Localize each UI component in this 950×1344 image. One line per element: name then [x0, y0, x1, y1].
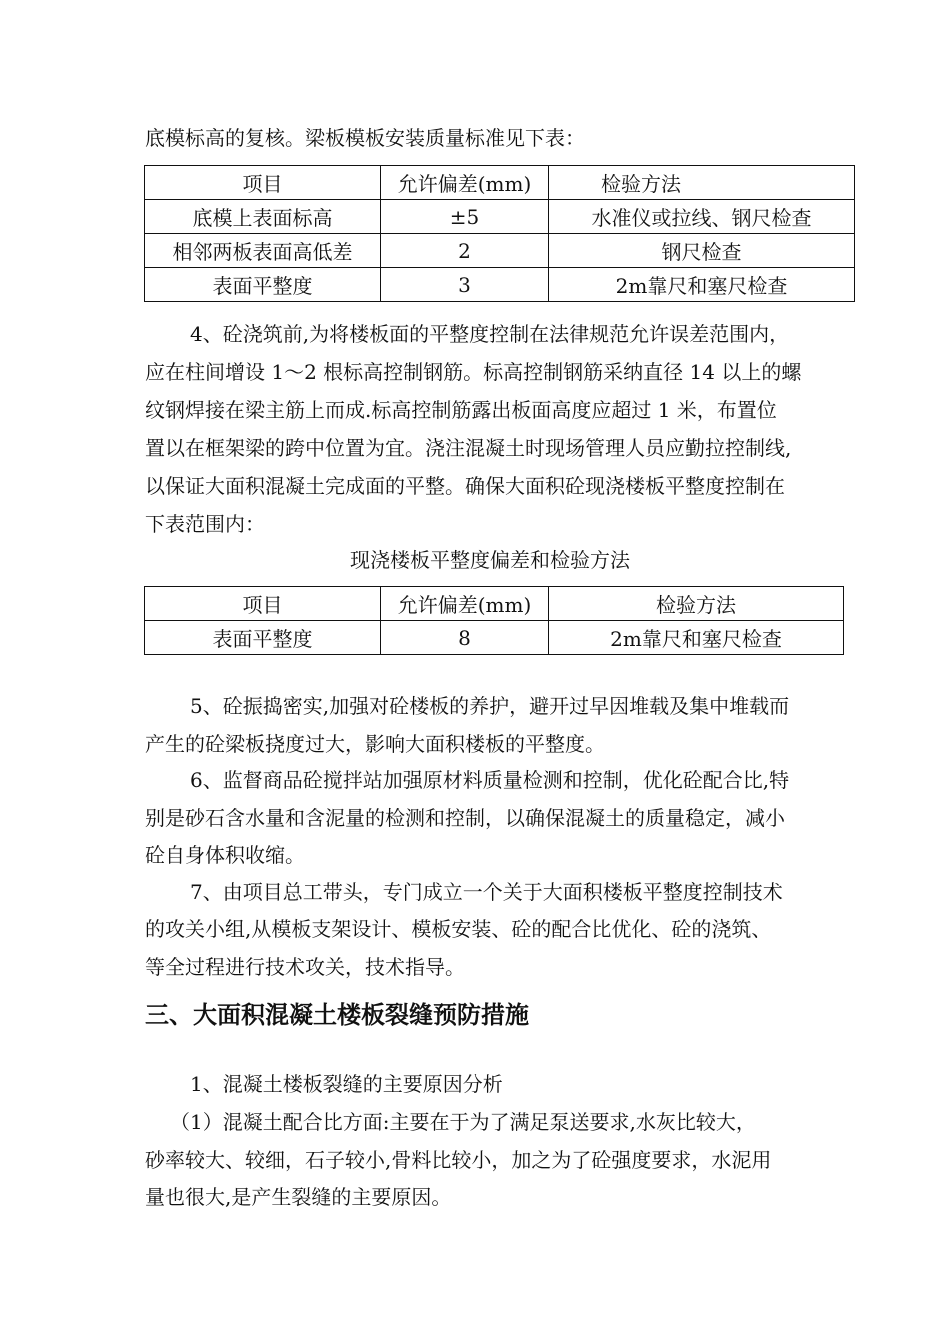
- paragraph-line: 纹钢焊接在梁主筋上而成.标高控制筋露出板面高度应超过 1 米，布置位: [145, 398, 777, 422]
- table-row: [145, 621, 844, 655]
- paragraph-line: 砂率较大、较细，石子较小,骨料比较小，加之为了砼强度要求，水泥用: [145, 1148, 772, 1172]
- paragraph-line: 4、砼浇筑前,为将楼板面的平整度控制在法律规范允许误差范围内，: [190, 322, 790, 346]
- table-cell: 底模上表面标高: [145, 200, 381, 234]
- table-header-row: [145, 166, 855, 200]
- paragraph-line: 5、砼振捣密实,加强对砼楼板的养护，避开过早因堆载及集中堆载而: [190, 694, 790, 718]
- table-header-cell: 项目: [145, 166, 381, 200]
- table-header-cell: 项目: [145, 587, 381, 621]
- table-header-row: [145, 587, 844, 621]
- table-header-cell: 允许偏差(mm): [381, 587, 549, 621]
- table-header-cell: 检验方法: [549, 166, 855, 200]
- paragraph-line: 以保证大面积混凝土完成面的平整。确保大面积砼现浇楼板平整度控制在: [145, 474, 785, 498]
- table-cell: 钢尺检查: [549, 234, 855, 268]
- paragraph-line: 应在柱间增设 1～2 根标高控制钢筋。标高控制钢筋采纳直径 14 以上的螺: [145, 360, 802, 384]
- paragraph-line: 下表范围内：: [145, 512, 265, 536]
- paragraph-line: 产生的砼梁板挠度过大，影响大面积楼板的平整度。: [145, 732, 605, 756]
- table-row: [145, 234, 855, 268]
- paragraph-line: 量也很大,是产生裂缝的主要原因。: [145, 1185, 452, 1209]
- table-cell: ±5: [381, 200, 549, 234]
- table-header-cell: 检验方法: [549, 587, 844, 621]
- section-heading: 三、大面积混凝土楼板裂缝预防措施: [145, 1001, 529, 1029]
- table-header-cell: 允许偏差(mm): [381, 166, 549, 200]
- intro-line: 底模标高的复核。梁板模板安装质量标准见下表：: [145, 126, 585, 150]
- paragraph-line: 别是砂石含水量和含泥量的检测和控制，以确保混凝土的质量稳定，减小: [145, 806, 785, 830]
- table-cell: 相邻两板表面高低差: [145, 234, 381, 268]
- table-cell: 表面平整度: [145, 268, 381, 302]
- table-cell: 2m靠尺和塞尺检查: [549, 621, 844, 655]
- table-cell: 表面平整度: [145, 621, 381, 655]
- paragraph-line: 等全过程进行技术攻关，技术指导。: [145, 955, 465, 979]
- table-cell: 8: [381, 621, 549, 655]
- formwork-quality-table: [144, 165, 855, 302]
- slab-flatness-table: [144, 586, 844, 655]
- paragraph-line: 的攻关小组,从模板支架设计、模板安装、砼的配合比优化、砼的浇筑、: [145, 917, 772, 941]
- subsection-title: 1、混凝土楼板裂缝的主要原因分析: [190, 1072, 503, 1096]
- paragraph-line: 6、监督商品砼搅拌站加强原材料质量检测和控制，优化砼配合比,特: [190, 768, 790, 792]
- table-cell: 2m靠尺和塞尺检查: [549, 268, 855, 302]
- paragraph-line: 7、由项目总工带头，专门成立一个关于大面积楼板平整度控制技术: [190, 880, 783, 904]
- paragraph-line: 置以在框架梁的跨中位置为宜。浇注混凝土时现场管理人员应勤拉控制线,: [145, 436, 792, 460]
- table-caption: 现浇楼板平整度偏差和检验方法: [350, 548, 630, 572]
- table-cell: 3: [381, 268, 549, 302]
- paragraph-line: （1）混凝土配合比方面:主要在于为了满足泵送要求,水灰比较大，: [170, 1110, 756, 1134]
- paragraph-line: 砼自身体积收缩。: [145, 843, 305, 867]
- table-row: [145, 268, 855, 302]
- table-cell: 水准仪或拉线、钢尺检查: [549, 200, 855, 234]
- table-cell: 2: [381, 234, 549, 268]
- table-row: [145, 200, 855, 234]
